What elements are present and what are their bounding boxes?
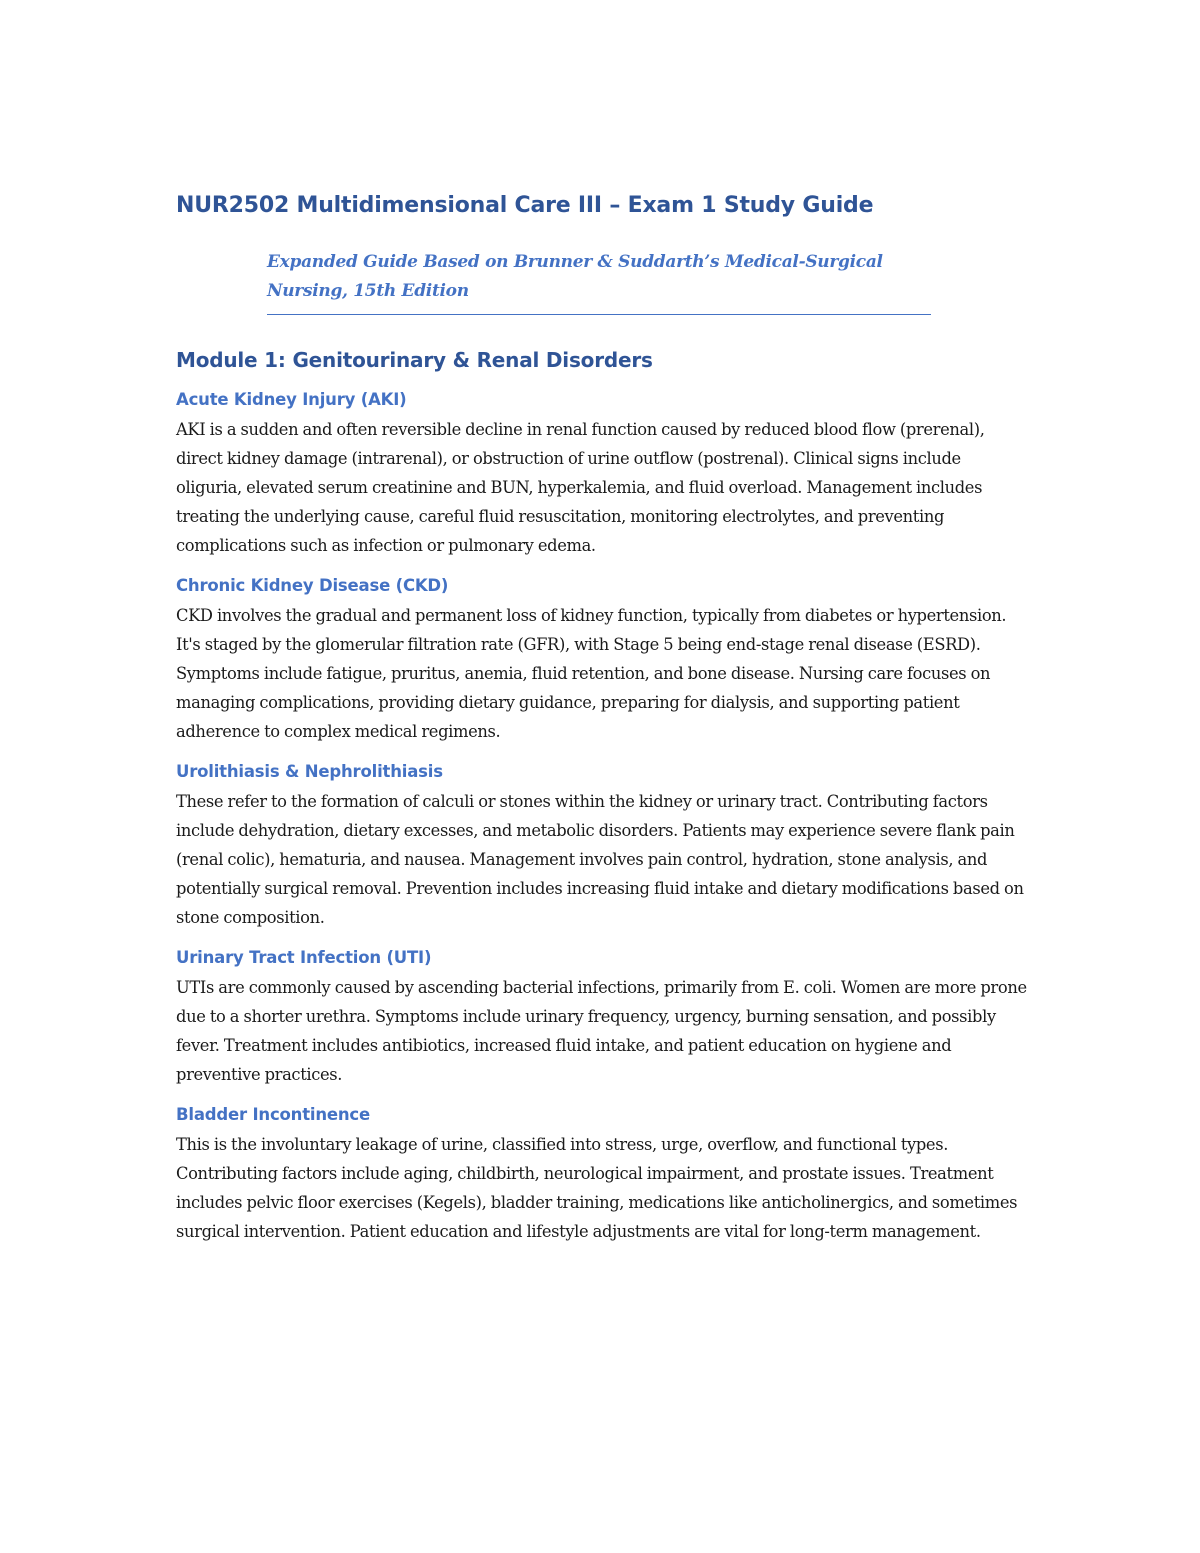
document-title: NUR2502 Multidimensional Care III – Exam 1 Study Guide bbox=[176, 193, 874, 218]
topic-heading: Urinary Tract Infection (UTI) bbox=[176, 948, 432, 967]
topic-heading: Urolithiasis & Nephrolithiasis bbox=[176, 762, 443, 781]
topic-ckd bbox=[176, 573, 1028, 746]
topic-heading: Chronic Kidney Disease (CKD) bbox=[176, 576, 449, 595]
topic-aki bbox=[176, 387, 1028, 560]
topic-urolithiasis bbox=[176, 759, 1028, 932]
topic-body: This is the involuntary leakage of urine, classified into stress, urge, overflow, and functional types. Contributing factors include aging, childbirth, neurological impairment, and prostate issues. Treatment includes pelvic floor exercises (Kegels), bladder training, medications like anticholinergics, and sometimes surgical intervention. Patient education and lifestyle adjustments are vital for long-term management. bbox=[176, 1135, 1018, 1241]
topic-heading: Acute Kidney Injury (AKI) bbox=[176, 390, 407, 409]
topic-body: CKD involves the gradual and permanent loss of kidney function, typically from diabetes or hypertension. It's staged by the glomerular filtration rate (GFR), with Stage 5 being end-stage renal disease (ESRD). Symptoms include fatigue, pruritus, anemia, fluid retention, and bone disease. Nursing care focuses on managing complications, providing dietary guidance, preparing for dialysis, and supporting patient adherence to complex medical regimens. bbox=[176, 606, 1007, 741]
subtitle-line-2: Nursing, 15th Edition bbox=[267, 281, 469, 301]
module-heading: Module 1: Genitourinary & Renal Disorders bbox=[176, 348, 653, 372]
topic-list bbox=[176, 387, 1028, 1246]
topic-bladder-incontinence bbox=[176, 1102, 1028, 1246]
topic-heading: Bladder Incontinence bbox=[176, 1105, 371, 1124]
subtitle-block bbox=[267, 248, 931, 315]
subtitle-line-1: Expanded Guide Based on Brunner & Suddarth’s Medical-Surgical bbox=[267, 252, 883, 272]
topic-uti bbox=[176, 945, 1028, 1089]
topic-body: AKI is a sudden and often reversible decline in renal function caused by reduced blood flow (prerenal), direct kidney damage (intrarenal), or obstruction of urine outflow (postrenal). Clinical signs include oliguria, elevated serum creatinine and BUN, hyperkalemia, and fluid overload. Management includes treating the underlying cause, careful fluid resuscitation, monitoring electrolytes, and preventing complications such as infection or pulmonary edema. bbox=[176, 420, 985, 555]
topic-body: UTIs are commonly caused by ascending bacterial infections, primarily from E. coli. Women are more prone due to a shorter urethra. Symptoms include urinary frequency, urgency, burning sensation, and possibly fever. Treatment includes antibiotics, increased fluid intake, and patient education on hygiene and preventive practices. bbox=[176, 978, 1027, 1084]
page-content bbox=[176, 190, 1028, 1246]
topic-body: These refer to the formation of calculi or stones within the kidney or urinary tract. Contributing factors include dehydration, dietary excesses, and metabolic disorders. Patients may experience severe flank pain (renal colic), hematuria, and nausea. Management involves pain control, hydration, stone analysis, and potentially surgical removal. Prevention includes increasing fluid intake and dietary modifications based on stone composition. bbox=[176, 792, 1024, 927]
